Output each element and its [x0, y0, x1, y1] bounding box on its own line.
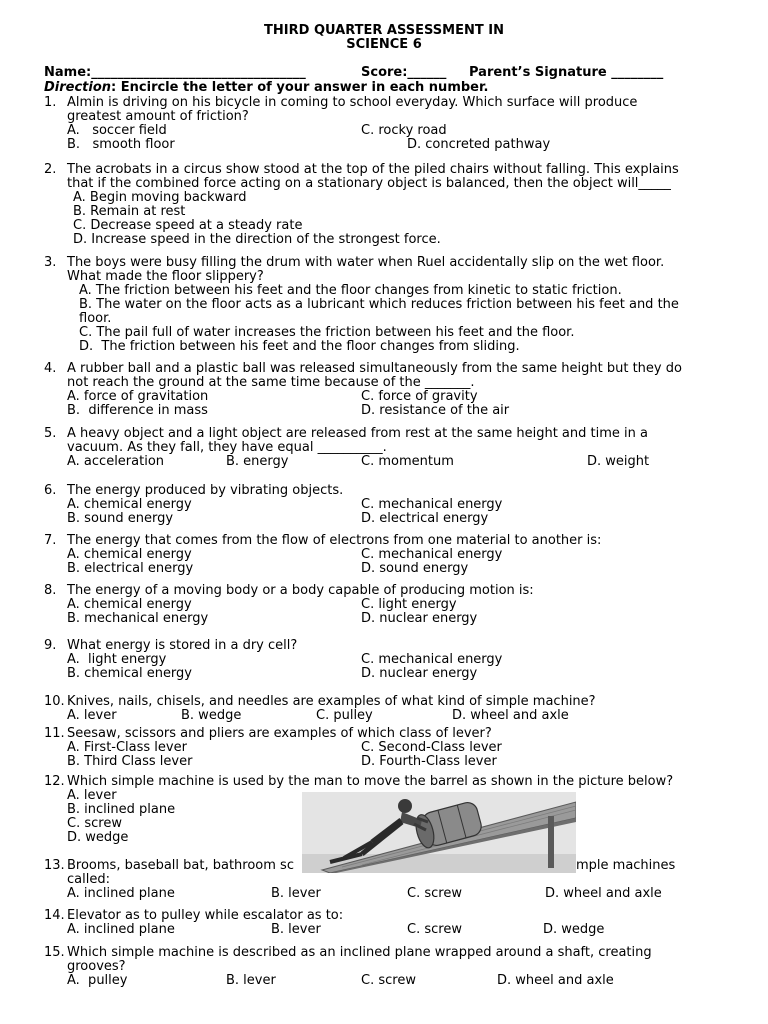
- answer-option: A. Begin moving backward: [73, 190, 247, 205]
- question-number: 14.: [44, 908, 65, 923]
- question-number: 10.: [44, 694, 65, 709]
- question-text: [67, 427, 727, 455]
- answer-option: A. light energy: [67, 652, 167, 667]
- question-line: Which simple machine is described as an inclined plane wrapped around a shaft, creating: [67, 945, 652, 960]
- barrel-ramp-illustration: [302, 792, 576, 873]
- answer-option: D. resistance of the air: [361, 403, 510, 418]
- question-number: 6.: [44, 483, 57, 498]
- question-line: Almin is driving on his bicycle in coming to school everyday. Which surface will produce: [67, 95, 638, 110]
- answer-option: B. lever: [271, 922, 321, 937]
- question-number: 7.: [44, 533, 57, 548]
- answer-option: C. mechanical energy: [361, 652, 503, 667]
- answer-option: B. chemical energy: [67, 666, 192, 681]
- answer-option: D. Fourth-Class lever: [361, 754, 497, 769]
- answer-option: D. wheel and axle: [497, 973, 614, 988]
- answer-option: D. wedge: [543, 922, 605, 937]
- question-number: 4.: [44, 361, 57, 376]
- answer-option: C. mechanical energy: [361, 497, 503, 512]
- question-number: 8.: [44, 583, 57, 598]
- question-number: 3.: [44, 255, 57, 270]
- answer-option: C. rocky road: [361, 123, 447, 138]
- direction-word: Direction: [44, 80, 112, 95]
- question-number: 15.: [44, 945, 65, 960]
- answer-option: A. chemical energy: [67, 547, 192, 562]
- barrel-ramp-picture: [302, 792, 576, 873]
- direction-text: : Encircle the letter of your answer in each number.: [111, 80, 489, 95]
- question-line: greatest amount of friction?: [67, 109, 249, 124]
- answer-option: C. screw: [407, 922, 462, 937]
- answer-option: D. concreted pathway: [407, 137, 551, 152]
- answer-option: B. energy: [226, 454, 289, 469]
- name-field-label: Name:_________________________________: [44, 65, 306, 80]
- question-text: Which simple machine is used by the man to move the barrel as shown in the picture below?: [67, 774, 674, 789]
- question-number: 2.: [44, 162, 57, 177]
- answer-option: D. weight: [587, 454, 650, 469]
- answer-option: B. difference in mass: [67, 403, 208, 418]
- answer-option: C. mechanical energy: [361, 547, 503, 562]
- question-line: The acrobats in a circus show stood at the top of the piled chairs without falling. This explains: [67, 162, 679, 177]
- answer-option: A. force of gravitation: [67, 389, 209, 404]
- answer-option: A. The friction between his feet and the floor changes from kinetic to static friction.: [79, 283, 622, 298]
- answer-option: B. inclined plane: [67, 802, 176, 817]
- question-text: The energy of a moving body or a body capable of producing motion is:: [67, 583, 534, 598]
- question-line: vacuum. As they fall, they have equal __________.: [67, 440, 387, 455]
- answer-option: D. The friction between his feet and the floor changes from sliding.: [79, 339, 520, 354]
- answer-option: D. sound energy: [361, 561, 469, 576]
- answer-option: D. wheel and axle: [452, 708, 569, 723]
- answer-option: C. force of gravity: [361, 389, 478, 404]
- question-text-fragment: called:: [67, 872, 110, 887]
- answer-option: B. smooth floor: [67, 137, 175, 152]
- answer-option: D. nuclear energy: [361, 666, 478, 681]
- answer-option: B. mechanical energy: [67, 611, 209, 626]
- answer-option: C. pulley: [316, 708, 373, 723]
- question-line: The boys were busy filling the drum with water when Ruel accidentally slip on the wet floor.: [67, 255, 665, 270]
- question-number: 11.: [44, 726, 65, 741]
- direction-line: [44, 81, 488, 95]
- answer-option: A. lever: [67, 708, 117, 723]
- answer-option: A. chemical energy: [67, 497, 192, 512]
- answer-option: C. screw: [407, 886, 462, 901]
- answer-option: C. momentum: [361, 454, 454, 469]
- question-line: that if the combined force acting on a stationary object is balanced, then the object will_____: [67, 176, 671, 191]
- answer-option: C. The pail full of water increases the friction between his feet and the floor.: [79, 325, 575, 340]
- answer-option: A. First-Class lever: [67, 740, 187, 755]
- answer-option: A. chemical energy: [67, 597, 192, 612]
- answer-option: D. wheel and axle: [545, 886, 662, 901]
- answer-option-continued: floor.: [79, 311, 112, 326]
- question-text: Knives, nails, chisels, and needles are examples of what kind of simple machine?: [67, 694, 596, 709]
- question-text-fragment: mple machines: [576, 858, 676, 873]
- question-text: Seesaw, scissors and pliers are examples of which class of lever?: [67, 726, 492, 741]
- answer-option: B. lever: [271, 886, 321, 901]
- answer-option: C. screw: [67, 816, 122, 831]
- answer-option: C. Decrease speed at a steady rate: [73, 218, 303, 233]
- question-number: 9.: [44, 638, 57, 653]
- answer-option: B. electrical energy: [67, 561, 194, 576]
- answer-option: C. screw: [361, 973, 416, 988]
- answer-option: B. lever: [226, 973, 276, 988]
- answer-option: D. wedge: [67, 830, 129, 845]
- question-line: not reach the ground at the same time because of the _______.: [67, 375, 475, 390]
- question-line: What made the floor slippery?: [67, 269, 264, 284]
- question-number: 5.: [44, 426, 57, 441]
- page-title: THIRD QUARTER ASSESSMENT IN: [264, 23, 504, 38]
- question-text: What energy is stored in a dry cell?: [67, 638, 298, 653]
- question-text: [67, 163, 727, 191]
- question-text: The energy produced by vibrating objects.: [67, 483, 344, 498]
- answer-option: A. inclined plane: [67, 922, 175, 937]
- question-line: A heavy object and a light object are released from rest at the same height and time in a: [67, 426, 648, 441]
- question-text-fragment: Brooms, baseball bat, bathroom sc: [67, 858, 294, 873]
- question-text: [67, 96, 727, 124]
- question-line: A rubber ball and a plastic ball was released simultaneously from the same height but they do: [67, 361, 682, 376]
- answer-option: B. Remain at rest: [73, 204, 186, 219]
- answer-option: C. light energy: [361, 597, 457, 612]
- question-number: 1.: [44, 95, 57, 110]
- answer-option: B. sound energy: [67, 511, 174, 526]
- question-line: grooves?: [67, 959, 126, 974]
- answer-option: A. inclined plane: [67, 886, 175, 901]
- question-text: The energy that comes from the flow of electrons from one material to another is:: [67, 533, 602, 548]
- answer-option: C. Second-Class lever: [361, 740, 502, 755]
- answer-option: D. Increase speed in the direction of the strongest force.: [73, 232, 441, 247]
- parent-signature-label: Parent’s Signature ________: [469, 65, 664, 80]
- answer-option: A. soccer field: [67, 123, 167, 138]
- answer-option: B. wedge: [181, 708, 242, 723]
- score-field-label: Score:______: [361, 65, 447, 80]
- question-text: [67, 946, 727, 974]
- answer-option: B. Third Class lever: [67, 754, 193, 769]
- page-subtitle: SCIENCE 6: [346, 37, 422, 52]
- answer-option: A. pulley: [67, 973, 128, 988]
- question-text: [67, 256, 727, 284]
- answer-option: B. The water on the floor acts as a lubricant which reduces friction between his feet and the: [79, 297, 679, 312]
- answer-option: A. lever: [67, 788, 117, 803]
- question-text: Elevator as to pulley while escalator as to:: [67, 908, 344, 923]
- question-text: [67, 362, 727, 390]
- question-number: 13.: [44, 858, 65, 873]
- answer-option: D. electrical energy: [361, 511, 489, 526]
- answer-option: D. nuclear energy: [361, 611, 478, 626]
- answer-option: A. acceleration: [67, 454, 165, 469]
- question-number: 12.: [44, 774, 65, 789]
